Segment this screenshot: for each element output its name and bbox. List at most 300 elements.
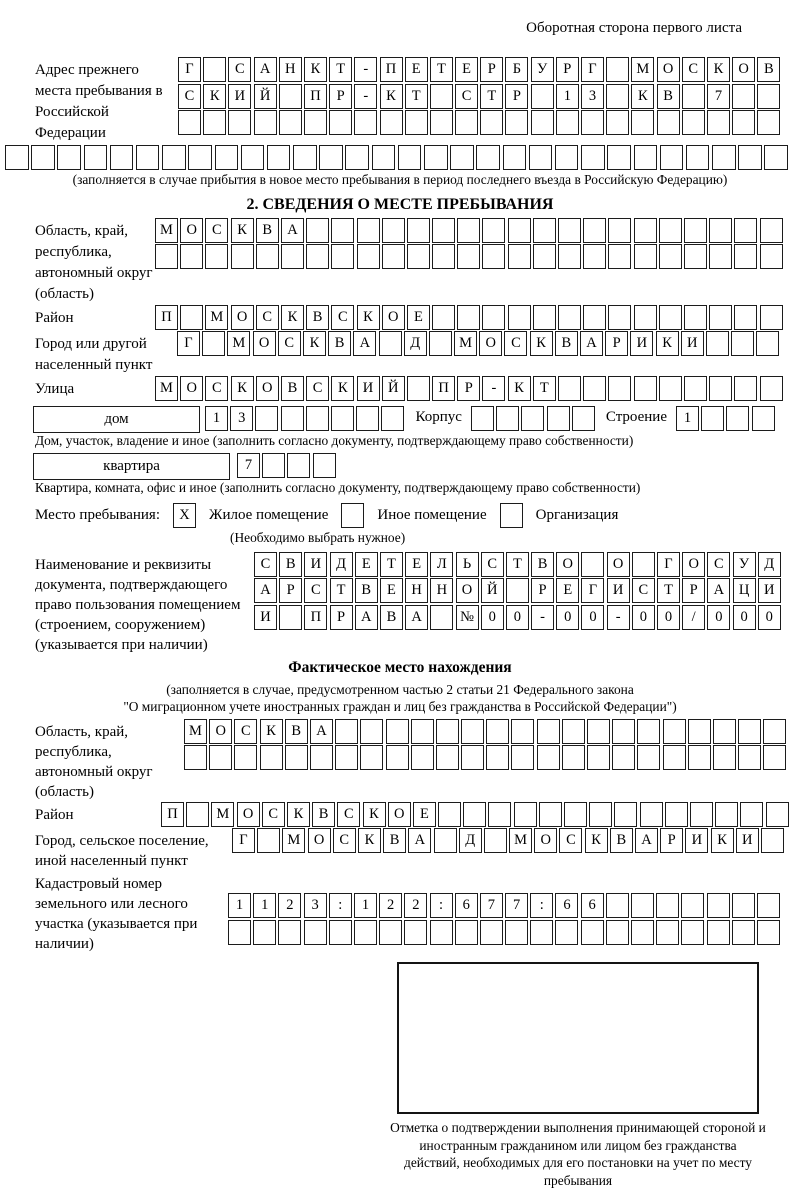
street-row[interactable] (155, 376, 785, 401)
char-cell[interactable]: Г (581, 578, 604, 603)
char-cell[interactable] (663, 745, 686, 770)
char-cell[interactable] (760, 244, 783, 269)
char-cell[interactable]: В (380, 605, 403, 630)
char-cell[interactable]: А (405, 605, 428, 630)
char-cell[interactable]: В (555, 331, 578, 356)
char-cell[interactable] (203, 57, 226, 82)
char-cell[interactable] (709, 305, 732, 330)
char-cell[interactable] (656, 893, 679, 918)
char-cell[interactable] (537, 745, 560, 770)
char-cell[interactable] (186, 802, 209, 827)
char-cell[interactable] (583, 244, 606, 269)
char-cell[interactable] (690, 802, 713, 827)
char-cell[interactable] (380, 110, 403, 135)
char-cell[interactable] (331, 218, 354, 243)
char-cell[interactable] (260, 745, 283, 770)
residential-checkbox[interactable]: X (173, 503, 196, 528)
char-cell[interactable] (555, 145, 579, 170)
char-cell[interactable]: Е (405, 57, 428, 82)
house-number-cells[interactable] (205, 406, 407, 431)
char-cell[interactable]: О (534, 828, 557, 853)
char-cell[interactable]: К (380, 84, 403, 109)
char-cell[interactable]: Д (404, 331, 427, 356)
char-cell[interactable] (360, 745, 383, 770)
char-cell[interactable] (606, 893, 629, 918)
char-cell[interactable]: А (355, 605, 378, 630)
char-cell[interactable]: Ь (456, 552, 479, 577)
char-cell[interactable] (257, 828, 280, 853)
char-cell[interactable] (488, 802, 511, 827)
char-cell[interactable]: А (254, 578, 277, 603)
char-cell[interactable] (589, 802, 612, 827)
char-cell[interactable] (304, 110, 327, 135)
char-cell[interactable] (706, 331, 729, 356)
document-row-1[interactable] (254, 552, 783, 577)
char-cell[interactable]: К (711, 828, 734, 853)
char-cell[interactable] (556, 110, 579, 135)
char-cell[interactable]: И (681, 331, 704, 356)
char-cell[interactable]: - (531, 605, 554, 630)
char-cell[interactable] (480, 920, 503, 945)
char-cell[interactable]: К (585, 828, 608, 853)
char-cell[interactable] (572, 406, 595, 431)
char-cell[interactable] (555, 920, 578, 945)
char-cell[interactable] (663, 719, 686, 744)
char-cell[interactable] (256, 244, 279, 269)
char-cell[interactable]: К (631, 84, 654, 109)
char-cell[interactable] (432, 244, 455, 269)
char-cell[interactable] (486, 719, 509, 744)
char-cell[interactable] (537, 719, 560, 744)
char-cell[interactable] (162, 145, 186, 170)
char-cell[interactable]: Р (556, 57, 579, 82)
prev-address-row-1[interactable] (178, 57, 783, 82)
char-cell[interactable]: О (180, 376, 203, 401)
char-cell[interactable]: К (303, 331, 326, 356)
char-cell[interactable]: А (254, 57, 277, 82)
char-cell[interactable] (136, 145, 160, 170)
char-cell[interactable] (262, 453, 285, 478)
char-cell[interactable] (228, 920, 251, 945)
char-cell[interactable]: / (682, 605, 705, 630)
char-cell[interactable]: К (358, 828, 381, 853)
char-cell[interactable]: С (559, 828, 582, 853)
char-cell[interactable] (657, 110, 680, 135)
char-cell[interactable] (521, 406, 544, 431)
char-cell[interactable]: К (260, 719, 283, 744)
char-cell[interactable]: М (155, 218, 178, 243)
char-cell[interactable]: Г (178, 57, 201, 82)
char-cell[interactable] (281, 406, 304, 431)
char-cell[interactable]: О (382, 305, 405, 330)
char-cell[interactable]: 0 (758, 605, 781, 630)
char-cell[interactable]: : (430, 893, 453, 918)
char-cell[interactable] (354, 920, 377, 945)
char-cell[interactable] (581, 145, 605, 170)
char-cell[interactable]: В (328, 331, 351, 356)
char-cell[interactable]: К (281, 305, 304, 330)
char-cell[interactable] (457, 305, 480, 330)
char-cell[interactable] (681, 920, 704, 945)
char-cell[interactable]: О (479, 331, 502, 356)
char-cell[interactable]: Т (330, 578, 353, 603)
char-cell[interactable] (684, 305, 707, 330)
char-cell[interactable] (231, 244, 254, 269)
char-cell[interactable]: 0 (506, 605, 529, 630)
char-cell[interactable]: Р (660, 828, 683, 853)
char-cell[interactable] (329, 920, 352, 945)
char-cell[interactable] (281, 244, 304, 269)
char-cell[interactable]: С (481, 552, 504, 577)
char-cell[interactable] (713, 719, 736, 744)
char-cell[interactable] (345, 145, 369, 170)
char-cell[interactable]: Е (355, 552, 378, 577)
char-cell[interactable] (684, 218, 707, 243)
char-cell[interactable] (715, 802, 738, 827)
char-cell[interactable]: С (278, 331, 301, 356)
char-cell[interactable] (760, 376, 783, 401)
cadastre-row-2[interactable] (228, 920, 782, 945)
char-cell[interactable] (634, 145, 658, 170)
region-row-2[interactable] (155, 244, 785, 269)
char-cell[interactable] (558, 376, 581, 401)
char-cell[interactable] (533, 305, 556, 330)
char-cell[interactable]: Е (556, 578, 579, 603)
char-cell[interactable]: Г (657, 552, 680, 577)
char-cell[interactable] (607, 145, 631, 170)
char-cell[interactable]: В (312, 802, 335, 827)
char-cell[interactable] (732, 84, 755, 109)
char-cell[interactable] (707, 110, 730, 135)
char-cell[interactable] (533, 218, 556, 243)
char-cell[interactable] (558, 244, 581, 269)
char-cell[interactable] (480, 110, 503, 135)
char-cell[interactable] (178, 110, 201, 135)
char-cell[interactable] (482, 305, 505, 330)
char-cell[interactable]: Е (455, 57, 478, 82)
char-cell[interactable] (562, 719, 585, 744)
char-cell[interactable] (763, 745, 786, 770)
char-cell[interactable] (382, 218, 405, 243)
document-row-3[interactable] (254, 605, 783, 630)
char-cell[interactable] (411, 719, 434, 744)
char-cell[interactable]: М (631, 57, 654, 82)
char-cell[interactable] (761, 828, 784, 853)
char-cell[interactable]: П (304, 84, 327, 109)
char-cell[interactable] (688, 745, 711, 770)
char-cell[interactable] (608, 218, 631, 243)
char-cell[interactable]: П (304, 605, 327, 630)
char-cell[interactable] (734, 305, 757, 330)
char-cell[interactable] (656, 920, 679, 945)
char-cell[interactable] (632, 552, 655, 577)
char-cell[interactable] (760, 218, 783, 243)
char-cell[interactable]: 1 (253, 893, 276, 918)
char-cell[interactable] (707, 893, 730, 918)
char-cell[interactable] (659, 305, 682, 330)
char-cell[interactable] (180, 305, 203, 330)
char-cell[interactable]: Е (405, 552, 428, 577)
char-cell[interactable] (712, 145, 736, 170)
char-cell[interactable] (562, 745, 585, 770)
char-cell[interactable]: С (178, 84, 201, 109)
char-cell[interactable]: О (209, 719, 232, 744)
char-cell[interactable]: К (530, 331, 553, 356)
char-cell[interactable]: 2 (404, 893, 427, 918)
char-cell[interactable] (547, 406, 570, 431)
char-cell[interactable] (430, 605, 453, 630)
char-cell[interactable] (484, 828, 507, 853)
char-cell[interactable] (184, 745, 207, 770)
char-cell[interactable] (215, 145, 239, 170)
char-cell[interactable]: 3 (581, 84, 604, 109)
char-cell[interactable]: 1 (205, 406, 228, 431)
char-cell[interactable]: С (306, 376, 329, 401)
char-cell[interactable] (713, 745, 736, 770)
char-cell[interactable] (360, 719, 383, 744)
char-cell[interactable] (756, 331, 779, 356)
char-cell[interactable] (530, 920, 553, 945)
char-cell[interactable] (763, 719, 786, 744)
apartment-number-cells[interactable] (237, 453, 338, 478)
char-cell[interactable] (631, 893, 654, 918)
char-cell[interactable] (734, 376, 757, 401)
char-cell[interactable] (430, 110, 453, 135)
char-cell[interactable] (293, 145, 317, 170)
char-cell[interactable] (701, 406, 724, 431)
korpus-cells[interactable] (471, 406, 597, 431)
char-cell[interactable]: И (630, 331, 653, 356)
char-cell[interactable] (278, 920, 301, 945)
char-cell[interactable] (732, 110, 755, 135)
char-cell[interactable] (738, 145, 762, 170)
char-cell[interactable] (254, 110, 277, 135)
char-cell[interactable] (752, 406, 775, 431)
char-cell[interactable]: С (256, 305, 279, 330)
char-cell[interactable]: 3 (304, 893, 327, 918)
char-cell[interactable]: Р (682, 578, 705, 603)
char-cell[interactable] (411, 745, 434, 770)
char-cell[interactable] (357, 218, 380, 243)
char-cell[interactable]: Ц (733, 578, 756, 603)
char-cell[interactable] (608, 305, 631, 330)
char-cell[interactable] (508, 244, 531, 269)
char-cell[interactable]: Д (758, 552, 781, 577)
char-cell[interactable]: С (205, 376, 228, 401)
char-cell[interactable] (637, 719, 660, 744)
char-cell[interactable]: С (205, 218, 228, 243)
char-cell[interactable]: Р (279, 578, 302, 603)
char-cell[interactable]: 7 (707, 84, 730, 109)
char-cell[interactable]: У (531, 57, 554, 82)
char-cell[interactable]: 7 (505, 893, 528, 918)
char-cell[interactable] (508, 305, 531, 330)
char-cell[interactable]: О (231, 305, 254, 330)
char-cell[interactable]: 2 (379, 893, 402, 918)
char-cell[interactable] (84, 145, 108, 170)
char-cell[interactable] (381, 406, 404, 431)
char-cell[interactable]: 1 (354, 893, 377, 918)
char-cell[interactable] (209, 745, 232, 770)
char-cell[interactable]: В (279, 552, 302, 577)
char-cell[interactable] (482, 218, 505, 243)
char-cell[interactable]: Т (430, 57, 453, 82)
char-cell[interactable]: 0 (481, 605, 504, 630)
char-cell[interactable] (531, 84, 554, 109)
char-cell[interactable] (279, 84, 302, 109)
char-cell[interactable] (682, 84, 705, 109)
char-cell[interactable] (407, 218, 430, 243)
region-row-1[interactable] (155, 218, 785, 243)
stroenie-cells[interactable] (676, 406, 777, 431)
char-cell[interactable]: О (256, 376, 279, 401)
char-cell[interactable]: 1 (228, 893, 251, 918)
char-cell[interactable]: Н (279, 57, 302, 82)
char-cell[interactable]: О (456, 578, 479, 603)
char-cell[interactable] (357, 244, 380, 269)
char-cell[interactable] (709, 244, 732, 269)
char-cell[interactable] (740, 802, 763, 827)
char-cell[interactable] (608, 244, 631, 269)
char-cell[interactable]: : (530, 893, 553, 918)
char-cell[interactable] (471, 406, 494, 431)
char-cell[interactable] (734, 218, 757, 243)
char-cell[interactable]: - (482, 376, 505, 401)
char-cell[interactable] (684, 376, 707, 401)
char-cell[interactable] (404, 920, 427, 945)
char-cell[interactable]: Т (657, 578, 680, 603)
char-cell[interactable]: О (237, 802, 260, 827)
char-cell[interactable]: С (228, 57, 251, 82)
char-cell[interactable] (738, 719, 761, 744)
char-cell[interactable]: 0 (556, 605, 579, 630)
char-cell[interactable]: В (306, 305, 329, 330)
char-cell[interactable] (31, 145, 55, 170)
char-cell[interactable]: О (657, 57, 680, 82)
char-cell[interactable] (583, 305, 606, 330)
char-cell[interactable] (660, 145, 684, 170)
char-cell[interactable] (205, 244, 228, 269)
char-cell[interactable] (539, 802, 562, 827)
char-cell[interactable]: Д (459, 828, 482, 853)
char-cell[interactable]: И (254, 605, 277, 630)
char-cell[interactable]: В (285, 719, 308, 744)
char-cell[interactable]: К (203, 84, 226, 109)
char-cell[interactable]: Р (330, 605, 353, 630)
char-cell[interactable]: А (580, 331, 603, 356)
char-cell[interactable]: : (329, 893, 352, 918)
char-cell[interactable]: Н (405, 578, 428, 603)
char-cell[interactable]: Д (330, 552, 353, 577)
char-cell[interactable] (637, 745, 660, 770)
char-cell[interactable]: С (262, 802, 285, 827)
char-cell[interactable] (405, 110, 428, 135)
char-cell[interactable] (407, 244, 430, 269)
char-cell[interactable]: Т (380, 552, 403, 577)
char-cell[interactable] (203, 110, 226, 135)
char-cell[interactable] (329, 110, 352, 135)
char-cell[interactable]: К (656, 331, 679, 356)
char-cell[interactable]: О (682, 552, 705, 577)
char-cell[interactable] (606, 920, 629, 945)
char-cell[interactable]: П (432, 376, 455, 401)
char-cell[interactable] (587, 719, 610, 744)
char-cell[interactable] (640, 802, 663, 827)
char-cell[interactable]: И (607, 578, 630, 603)
char-cell[interactable]: О (253, 331, 276, 356)
char-cell[interactable]: Р (329, 84, 352, 109)
char-cell[interactable] (732, 893, 755, 918)
char-cell[interactable] (503, 145, 527, 170)
char-cell[interactable] (463, 802, 486, 827)
char-cell[interactable] (255, 406, 278, 431)
char-cell[interactable] (738, 745, 761, 770)
char-cell[interactable] (533, 244, 556, 269)
char-cell[interactable]: № (456, 605, 479, 630)
char-cell[interactable] (482, 244, 505, 269)
char-cell[interactable] (734, 244, 757, 269)
char-cell[interactable] (430, 920, 453, 945)
char-cell[interactable] (432, 305, 455, 330)
district-row[interactable] (155, 305, 785, 330)
char-cell[interactable]: П (380, 57, 403, 82)
char-cell[interactable]: Т (329, 57, 352, 82)
char-cell[interactable] (486, 745, 509, 770)
char-cell[interactable]: В (531, 552, 554, 577)
char-cell[interactable]: И (736, 828, 759, 853)
char-cell[interactable]: К (304, 57, 327, 82)
char-cell[interactable]: О (556, 552, 579, 577)
char-cell[interactable] (732, 920, 755, 945)
char-cell[interactable]: У (733, 552, 756, 577)
char-cell[interactable]: Г (581, 57, 604, 82)
char-cell[interactable]: Г (177, 331, 200, 356)
char-cell[interactable] (424, 145, 448, 170)
char-cell[interactable]: А (408, 828, 431, 853)
char-cell[interactable] (612, 719, 635, 744)
char-cell[interactable] (5, 145, 29, 170)
char-cell[interactable]: Р (457, 376, 480, 401)
char-cell[interactable] (608, 376, 631, 401)
char-cell[interactable]: К (331, 376, 354, 401)
char-cell[interactable] (558, 218, 581, 243)
char-cell[interactable] (606, 110, 629, 135)
city-row[interactable] (177, 331, 782, 356)
char-cell[interactable] (686, 145, 710, 170)
char-cell[interactable] (306, 406, 329, 431)
char-cell[interactable]: В (355, 578, 378, 603)
char-cell[interactable] (434, 828, 457, 853)
char-cell[interactable] (757, 893, 780, 918)
char-cell[interactable] (511, 745, 534, 770)
char-cell[interactable] (514, 802, 537, 827)
char-cell[interactable] (726, 406, 749, 431)
char-cell[interactable] (511, 719, 534, 744)
char-cell[interactable] (634, 244, 657, 269)
organization-checkbox[interactable] (500, 503, 523, 528)
char-cell[interactable] (634, 218, 657, 243)
char-cell[interactable] (764, 145, 788, 170)
char-cell[interactable]: К (231, 218, 254, 243)
char-cell[interactable]: И (304, 552, 327, 577)
document-row-2[interactable] (254, 578, 783, 603)
prev-address-row-2[interactable] (178, 84, 783, 109)
char-cell[interactable] (581, 552, 604, 577)
char-cell[interactable] (304, 920, 327, 945)
char-cell[interactable]: П (155, 305, 178, 330)
char-cell[interactable]: 7 (480, 893, 503, 918)
char-cell[interactable] (529, 145, 553, 170)
